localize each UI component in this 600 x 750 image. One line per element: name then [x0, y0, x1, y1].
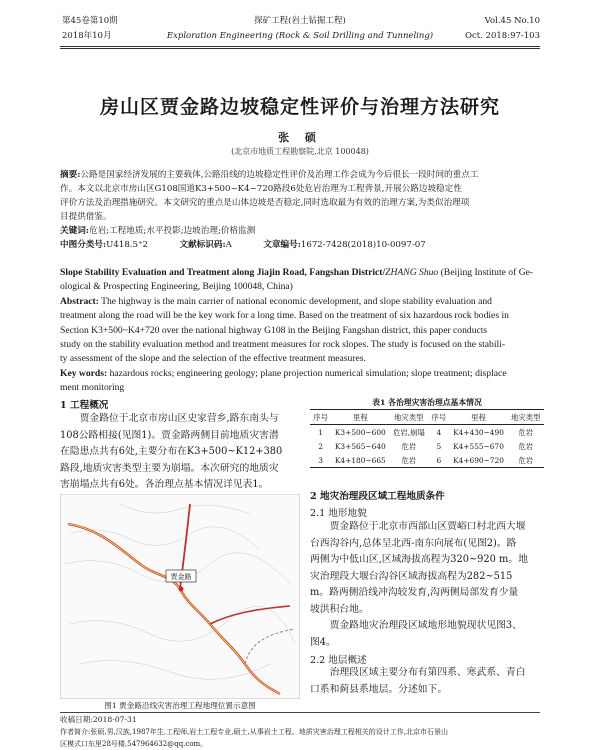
article-title: 房山区贾金路边坡稳定性评价与治理方法研究 [99, 96, 500, 118]
section1-line1: 贾金路位于北京市房山区史家营乡,路东南头与 [79, 413, 279, 424]
abstract-cn-line4: 目提供借鉴。 [60, 212, 112, 222]
footnote-received: 收稿日期:2018-07-31 [60, 715, 137, 724]
clc-value: U418.5⁺2 [106, 240, 149, 250]
footnote-rule [60, 712, 540, 713]
figure1-svg [60, 494, 300, 699]
footnote [60, 714, 550, 750]
table-cell: 5 [436, 441, 442, 451]
article-no-value: 1672-7428(2018)10-0097-07 [300, 240, 426, 250]
section2-sub2: 2.2 地层概述 [310, 655, 367, 666]
article-affiliation: (北京市地质工程勘察院,北京 100048) [231, 147, 369, 156]
article-no-label: 文章编号: [263, 240, 301, 250]
table-cell: 危岩 [401, 441, 417, 451]
section1-body [60, 411, 304, 494]
section1-line2: 108公路相接(见图1)。贾金路两侧目前地质灾害潜 [60, 429, 279, 441]
table1-header: 里程 [331, 410, 389, 425]
journal-date-cn: 2018年10月 [62, 31, 112, 41]
abstract-cn-line2: 作。本文以北京市房山区G108国道K3+500~K4~720路段6处危岩治理为工程背景,开展公路边坡稳定性 [60, 184, 462, 194]
footnote-bio1: 作者简介:张硕,男,汉族,1987年生,工程师,岩土工程专业,硕士,从事岩土工程、地质灾害治理工程相关的设计工作,北京市石景山 [60, 728, 448, 736]
table-cell: 危岩 [518, 441, 534, 451]
section2-strata [310, 665, 546, 698]
table1-header: 地灾类型 [508, 410, 544, 425]
abstract-en-line1: The highway is the main carrier of national economic development, and slope stability evaluation and [98, 295, 492, 307]
section2-line3: 两侧为中低山区,区域海拔高程为320~920 m。地 [310, 554, 528, 565]
table-cell: 1 [318, 427, 323, 437]
table1-header: 序号 [310, 410, 331, 425]
abstract-cn-line1: 公路是国家经济发展的主要载体,公路沿线的边坡稳定性评价及治理工作会成为今后很长一段时间的重点工 [80, 170, 479, 180]
table1 [310, 409, 544, 468]
section1-line4: 路段,地质灾害类型主要为崩塌。本次研究的地质灾 [60, 462, 279, 474]
table-cell: 2 [318, 441, 323, 451]
doc-code-value: A [225, 240, 232, 250]
table1-wrap [310, 409, 544, 468]
table-cell: 4 [436, 427, 442, 437]
table-cell: 6 [428, 453, 449, 468]
abstract-cn-line3: 评价方法及治理措施研究。本文研究的重点是山体边坡是否稳定,同时选取最为有效的治理方案,为类似治理项 [60, 198, 470, 208]
journal-name-en: Exploration Engineering (Rock & Soil Drilling and Tunneling) [166, 31, 434, 41]
table-cell: K4+430~490 [453, 427, 504, 437]
table1-header-row [310, 410, 544, 425]
section2-line2: 台西沟谷内,总体呈北西-南东向展布(见图2)。路 [310, 537, 517, 549]
table1-header: 序号 [428, 410, 449, 425]
section2-line6: 坡洪积台地。 [310, 603, 369, 615]
section2-line10: 口系和蓟县系地层。分述如下。 [310, 683, 448, 695]
table-row [310, 425, 544, 440]
clc-label: 中图分类号: [60, 240, 107, 250]
abstract-en-label: Abstract: [60, 295, 99, 307]
table-cell: K4+180~665 [331, 453, 389, 468]
section2-line9: 治理段区域主要分布有第四系、寒武系、青白 [329, 667, 526, 678]
abstract-en-line3: Section K3+500~K4+720 over the national highway G108 in the Beijing Fangshan district, this paper conducts [60, 324, 488, 336]
header-rule-2 [60, 48, 540, 49]
abstract-en-title-rest: (Beijing Institute of Ge- [438, 267, 534, 278]
table-cell: K3+565~640 [334, 441, 386, 451]
table-cell: 危岩 [508, 453, 544, 468]
keywords-en-label: Key words: [60, 367, 108, 379]
section2-line8: 图4。 [310, 636, 336, 648]
section1-heading: 1 工程概况 [60, 400, 109, 411]
figure1-caption: 图1 贾金路沿线灾害治理工程地理位置示意图 [104, 701, 256, 710]
section1-line5: 害崩塌点共有6处。各治理点基本情况详见表1。 [60, 479, 269, 490]
abstract-cn-label: 摘要: [60, 170, 81, 180]
town-label: 贾金路 [170, 573, 192, 581]
abstract-en-line5: ty assessment of the slope and the selection of the effective treatment measures. [60, 353, 366, 365]
site-marker [179, 587, 184, 592]
abstract-en-line4: study on the stability evaluation method and treatment measures for rock slopes. The study is focused on the stabili- [60, 339, 506, 351]
table1-header: 地灾类型 [389, 410, 428, 425]
figure1-map [60, 494, 300, 699]
journal-name-cn: 探矿工程(岩土钻掘工程) [254, 16, 346, 26]
table-cell: 危岩 [389, 453, 428, 468]
table-row [310, 439, 544, 453]
table-cell: K3+500~600 [334, 427, 386, 437]
section1-line3: 在隐患点共有6处,主要分布在K3+500~K12+380 [60, 446, 283, 457]
keywords-cn-label: 关键词: [60, 226, 89, 236]
footnote-bio2: 区模式口东里28号楼,547964632@qq.com。 [60, 740, 208, 748]
abstract-en-author: ZHANG Shuo [385, 267, 439, 278]
abstract-en-line2: treatment along the road will be the key work for a long time. Based on the treatment of six hazardous rock bodies in [60, 310, 509, 322]
journal-volume-en: Vol.45 No.10 [484, 16, 540, 26]
section2-heading: 2 地灾治理段区域工程地质条件 [310, 491, 445, 502]
doc-code-label: 文献标识码: [179, 240, 226, 250]
abstract-en-title-line2: ological & Prospecting Engineering, Beijing 100048, China) [60, 281, 293, 293]
header-rule [60, 46, 540, 47]
table-cell: 3 [310, 453, 331, 468]
table-cell: 危岩,崩塌 [392, 427, 425, 437]
table-row [310, 453, 544, 468]
table1-header: 里程 [449, 410, 507, 425]
section2-body [310, 519, 546, 651]
table1-caption: 表1 各治理灾害治理点基本情况 [372, 398, 482, 407]
table-cell: K4+555~670 [453, 441, 504, 451]
article-author: 张 硕 [278, 131, 322, 144]
section2-line4: 灾治理段大堰台沟谷区域海拔高程为282~515 [310, 570, 513, 582]
section2-line5: m。路两侧沿线冲沟较发育,沟两侧局部发育少量 [310, 587, 519, 598]
keywords-en-line1: hazardous rocks; engineering geology; plane projection numerical simulation; slope treatment; displace [107, 367, 507, 379]
abstract-cn [60, 168, 544, 252]
table-cell: K4+690~720 [449, 453, 507, 468]
abstract-en-title: Slope Stability Evaluation and Treatment along Jiajin Road, Fangshan District/ [60, 267, 386, 278]
journal-date-en: Oct. 2018:97-103 [465, 31, 540, 41]
section2-line7: 贾金路地灾治理段区域地形地貌现状见图3、 [329, 620, 522, 631]
table-cell: 危岩 [518, 427, 534, 437]
keywords-en-line2: ment monitoring [60, 382, 125, 394]
journal-volume-cn: 第45卷第10期 [62, 16, 118, 26]
section2-sub1: 2.1 地形地貌 [310, 508, 367, 519]
section2-line1: 贾金路位于北京市西部山区贾峪口村北西大堰 [329, 521, 526, 532]
keywords-cn: 危岩;工程地质;水平投影;边坡治理;价格监测 [88, 226, 256, 236]
abstract-en [60, 266, 546, 396]
